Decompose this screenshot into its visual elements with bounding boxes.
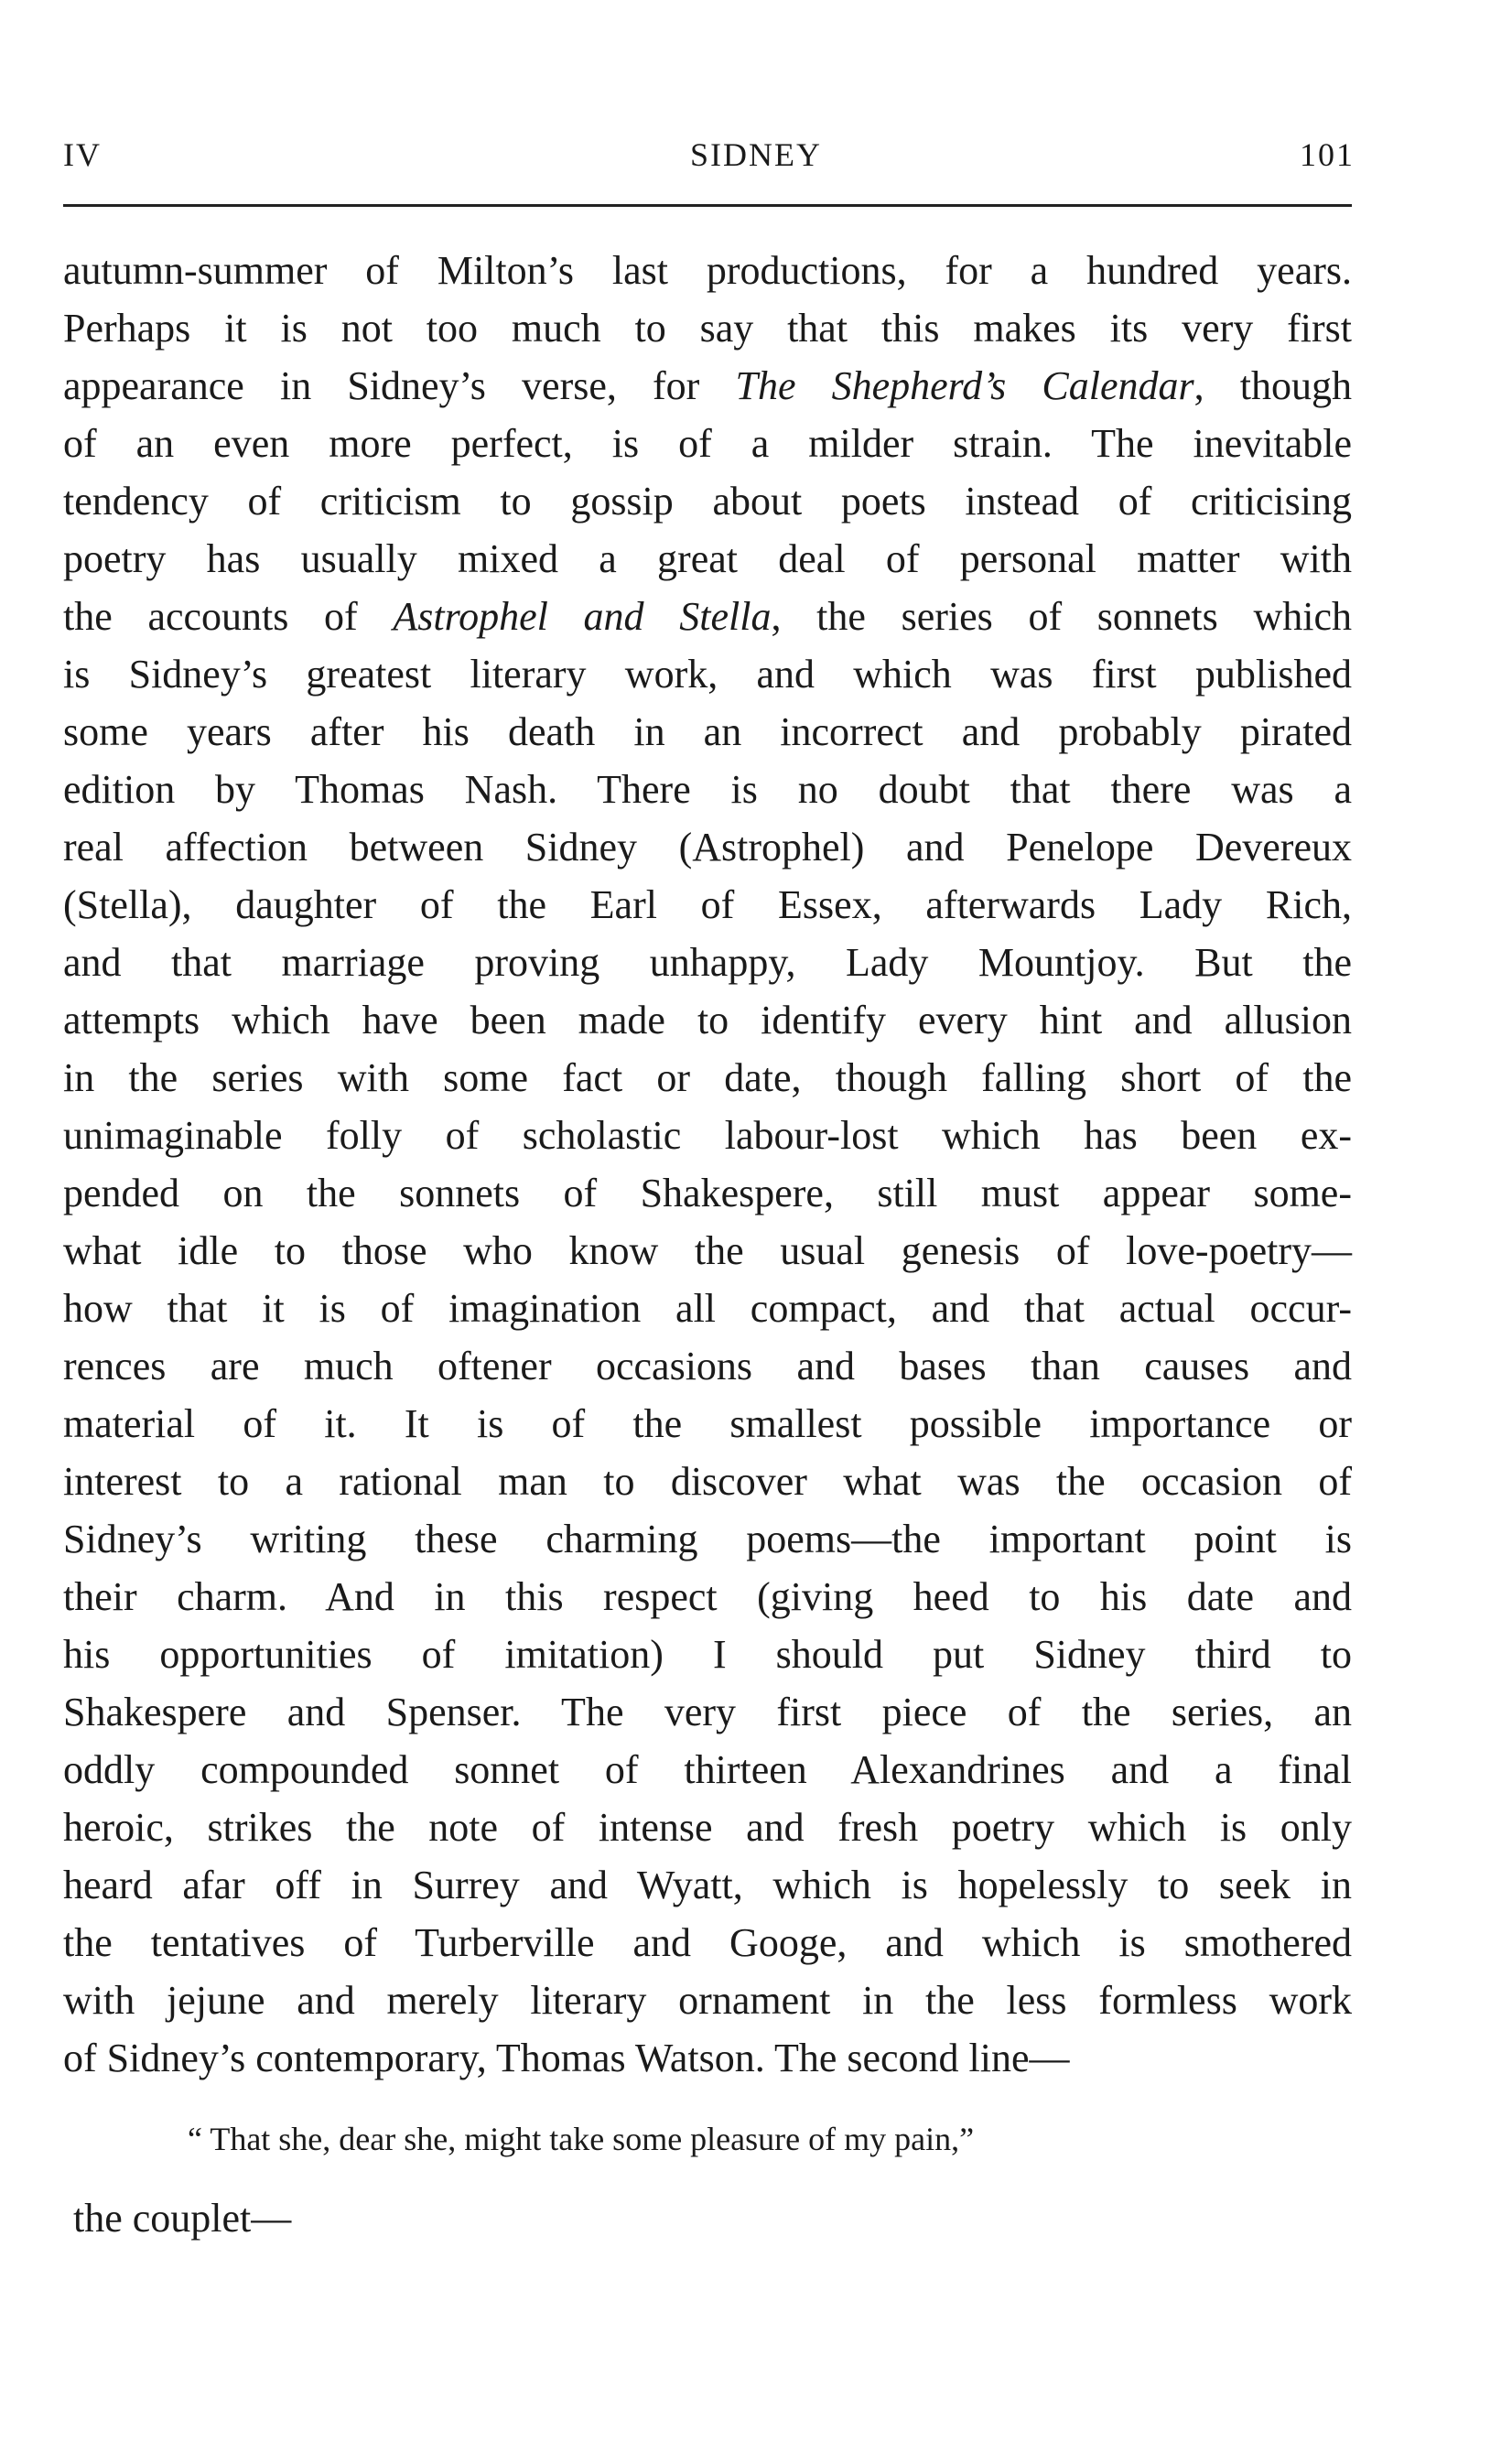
text-line bbox=[63, 472, 1352, 530]
text-segment: poetry has usually mixed a great deal of personal matter with bbox=[63, 536, 1352, 581]
text-segment: what idle to those who know the usual genesis of love-poetry— bbox=[63, 1228, 1352, 1273]
text-line bbox=[63, 1222, 1352, 1280]
text-segment: of an even more perfect, is of a milder strain. The inevitable bbox=[63, 421, 1352, 466]
text-segment: appearance in Sidney’s verse, for bbox=[63, 363, 736, 408]
text-segment: heroic, strikes the note of intense and fresh poetry which is only bbox=[63, 1805, 1352, 1850]
text-line bbox=[63, 415, 1352, 472]
text-line bbox=[63, 588, 1352, 645]
header-rule bbox=[63, 204, 1352, 207]
text-segment: tendency of criticism to gossip about poets instead of criticising bbox=[63, 479, 1352, 524]
text-segment: pended on the sonnets of Shakespere, still must appear some- bbox=[63, 1171, 1352, 1215]
chapter-number: IV bbox=[63, 136, 102, 173]
text-line bbox=[63, 934, 1352, 991]
text-line bbox=[63, 1337, 1352, 1395]
text-segment: unimaginable folly of scholastic labour-lost which has been ex- bbox=[63, 1113, 1352, 1158]
text-line bbox=[63, 299, 1352, 357]
text-segment: his opportunities of imitation) I should put Sidney third to bbox=[63, 1632, 1352, 1677]
text-segment: some years after his death in an incorrect and probably pirated bbox=[63, 709, 1352, 754]
verse-quotation: “ That she, dear she, might take some pleasure of my pain,” bbox=[188, 2121, 975, 2157]
text-line bbox=[63, 761, 1352, 818]
text-segment: oddly compounded sonnet of thirteen Alexandrines and a final bbox=[63, 1747, 1352, 1792]
text-segment: in the series with some fact or date, though falling short of the bbox=[63, 1055, 1352, 1100]
text-line bbox=[63, 818, 1352, 876]
text-segment: , the series of sonnets which bbox=[771, 594, 1353, 639]
text-segment: heard afar off in Surrey and Wyatt, which is hopelessly to seek in bbox=[63, 1863, 1352, 1907]
text-segment: of Sidney’s contemporary, Thomas Watson. The second line— bbox=[63, 2036, 1070, 2080]
continuation-text: the couplet— bbox=[73, 2196, 292, 2241]
text-segment: Perhaps it is not too much to say that this makes its very first bbox=[63, 306, 1352, 351]
text-segment: the accounts of bbox=[63, 594, 394, 639]
text-line bbox=[63, 991, 1352, 1049]
text-segment: attempts which have been made to identify every hint and allusion bbox=[63, 998, 1352, 1042]
text-line bbox=[63, 645, 1352, 703]
text-segment: , though bbox=[1193, 363, 1352, 408]
text-line bbox=[63, 1626, 1352, 1683]
text-segment: real affection between Sidney (Astrophel) and Penelope Devereux bbox=[63, 825, 1352, 870]
running-title: SIDNEY bbox=[690, 136, 822, 173]
text-line bbox=[63, 1741, 1352, 1799]
text-line bbox=[63, 530, 1352, 588]
italic-title: The Shepherd’s Calendar bbox=[735, 363, 1194, 408]
text-line bbox=[63, 1107, 1352, 1164]
text-segment: (Stella), daughter of the Earl of Essex, afterwards Lady Rich, bbox=[63, 882, 1352, 927]
text-line bbox=[63, 1568, 1352, 1626]
text-line bbox=[63, 1510, 1352, 1568]
text-line bbox=[63, 703, 1352, 761]
text-line bbox=[63, 1049, 1352, 1107]
text-line bbox=[63, 1683, 1352, 1741]
text-line bbox=[63, 1799, 1352, 1856]
body-text bbox=[63, 242, 1352, 2087]
text-line bbox=[63, 1164, 1352, 1222]
text-line bbox=[63, 1971, 1352, 2029]
text-line bbox=[63, 242, 1352, 299]
text-line bbox=[63, 1856, 1352, 1914]
text-line bbox=[63, 357, 1352, 415]
page-number: 101 bbox=[1300, 136, 1355, 173]
text-segment: their charm. And in this respect (giving heed to his date and bbox=[63, 1574, 1352, 1619]
text-line bbox=[63, 1280, 1352, 1337]
text-segment: rences are much oftener occasions and bases than causes and bbox=[63, 1344, 1352, 1388]
text-segment: interest to a rational man to discover what was the occasion of bbox=[63, 1459, 1352, 1504]
text-line bbox=[63, 1914, 1352, 1971]
text-segment: edition by Thomas Nash. There is no doubt that there was a bbox=[63, 767, 1352, 812]
text-segment: the tentatives of Turberville and Googe, and which is smothered bbox=[63, 1920, 1352, 1965]
italic-title: Astrophel and Stella bbox=[393, 594, 772, 639]
text-line bbox=[63, 876, 1352, 934]
text-segment: material of it. It is of the smallest possible importance or bbox=[63, 1401, 1352, 1446]
text-segment: how that it is of imagination all compact, and that actual occur- bbox=[63, 1286, 1352, 1331]
text-segment: Sidney’s writing these charming poems—the important point is bbox=[63, 1517, 1352, 1561]
text-segment: and that marriage proving unhappy, Lady Mountjoy. But the bbox=[63, 940, 1352, 985]
text-line bbox=[63, 2029, 1352, 2087]
text-line bbox=[63, 1453, 1352, 1510]
text-segment: autumn-summer of Milton’s last productions, for a hundred years. bbox=[63, 248, 1352, 293]
text-segment: with jejune and merely literary ornament in the less formless work bbox=[63, 1978, 1352, 2023]
text-line bbox=[63, 1395, 1352, 1453]
text-segment: is Sidney’s greatest literary work, and which was first published bbox=[63, 652, 1352, 697]
text-segment: Shakespere and Spenser. The very first piece of the series, an bbox=[63, 1690, 1352, 1734]
